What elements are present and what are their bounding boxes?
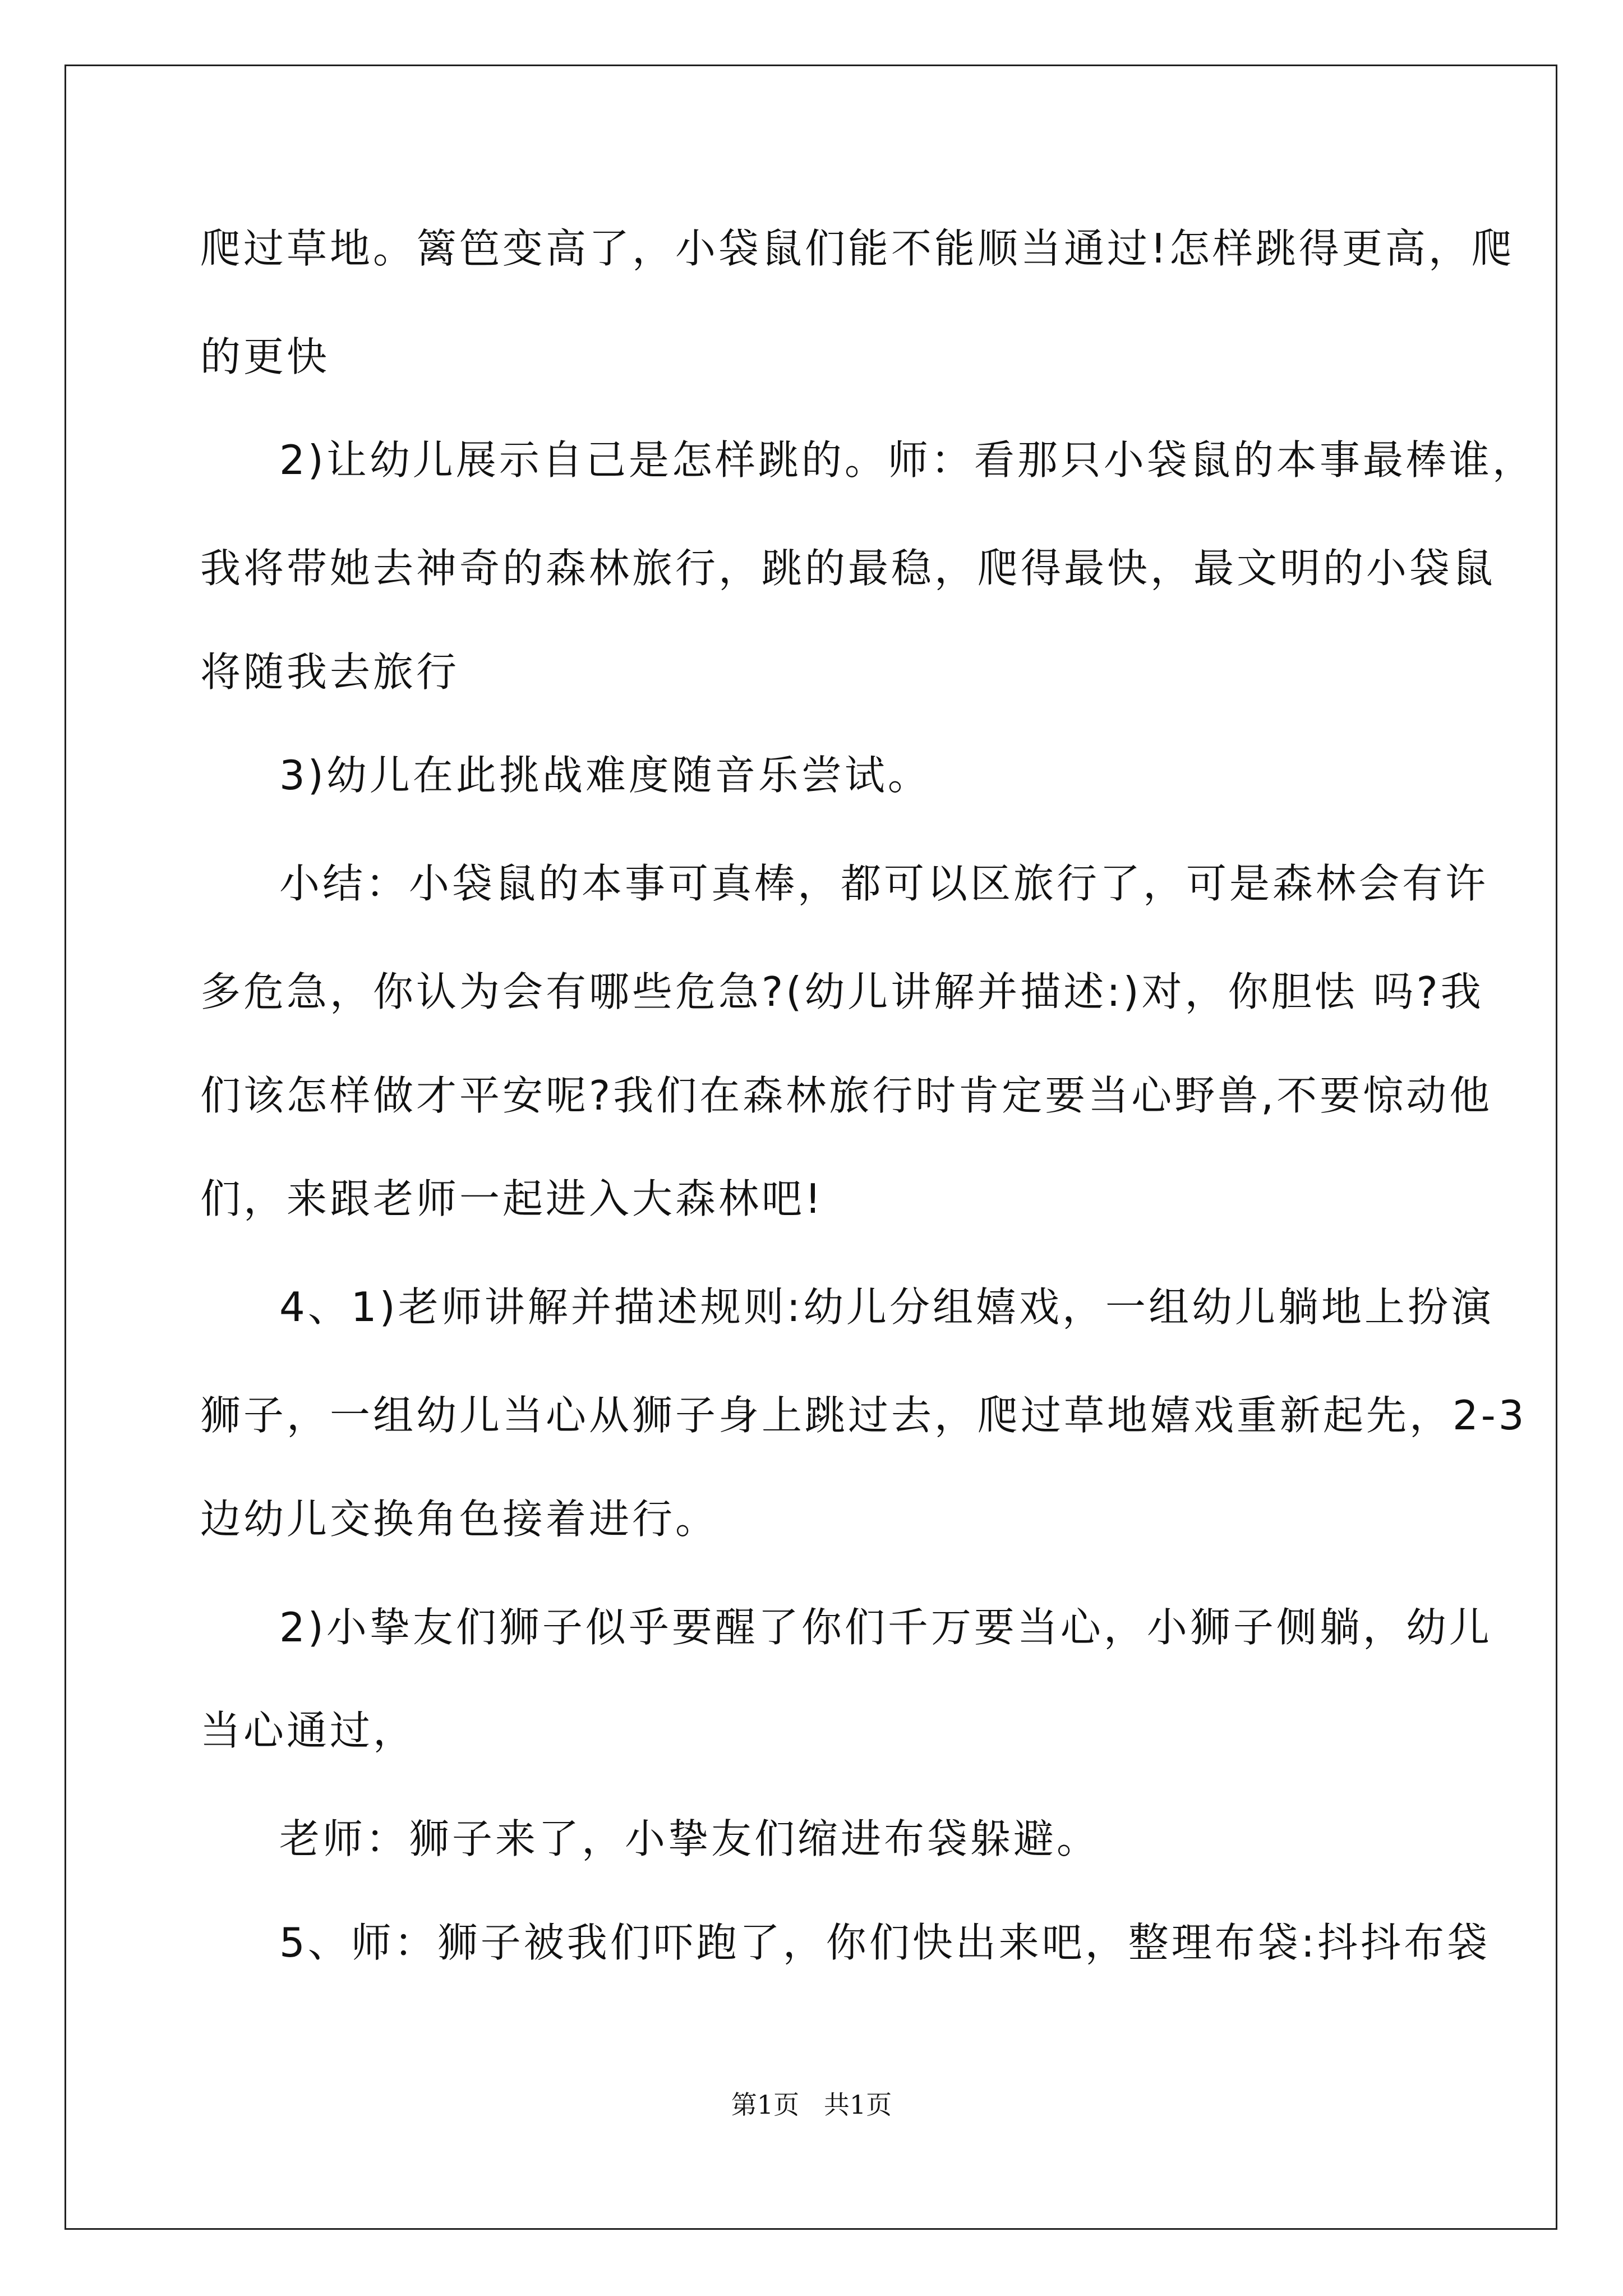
page-border xyxy=(64,65,1557,2230)
text-line-10: 们，来跟老师一起进入大森林吧! xyxy=(200,1175,824,1222)
text-line-14: 2)小挚友们狮子似乎要醒了你们千万要当心，小狮子侧躺，幼儿 xyxy=(279,1604,1492,1651)
text-line-12: 狮子，一组幼儿当心从狮子身上跳过去，爬过草地嬉戏重新起先，2-3 xyxy=(200,1392,1527,1439)
page-number-footer: 第1页 共1页 xyxy=(731,2090,892,2120)
text-line-11: 4、1)老师讲解并描述规则:幼儿分组嬉戏，一组幼儿躺地上扮演 xyxy=(279,1283,1494,1331)
text-line-1: 爬过草地。篱笆变高了，小袋鼠们能不能顺当通过!怎样跳得更高，爬 xyxy=(200,225,1515,272)
text-line-4: 我将带她去神奇的森林旅行，跳的最稳，爬得最快，最文明的小袋鼠 xyxy=(200,545,1496,592)
text-line-7: 小结：小袋鼠的本事可真棒，都可以区旅行了，可是森林会有许 xyxy=(279,860,1489,907)
text-line-17: 5、师：狮子被我们吓跑了，你们快出来吧，整理布袋:抖抖布袋 xyxy=(279,1919,1491,1966)
text-line-16: 老师：狮子来了，小挚友们缩进布袋躲避。 xyxy=(279,1815,1100,1862)
text-line-8: 多危急，你认为会有哪些危急?(幼儿讲解并描述:)对，你胆怯 吗?我 xyxy=(200,968,1484,1015)
text-line-13: 边幼儿交换角色接着进行。 xyxy=(200,1496,719,1543)
text-line-9: 们该怎样做才平安呢?我们在森林旅行时肯定要当心野兽,不要惊动他 xyxy=(200,1072,1493,1119)
text-line-5: 将随我去旅行 xyxy=(200,648,460,696)
text-line-15: 当心通过， xyxy=(200,1707,417,1754)
text-line-3: 2)让幼儿展示自己是怎样跳的。师：看那只小袋鼠的本事最棒谁， xyxy=(279,436,1536,484)
text-line-2: 的更快 xyxy=(200,333,330,380)
text-line-6: 3)幼儿在此挑战难度随音乐尝试。 xyxy=(279,752,931,799)
